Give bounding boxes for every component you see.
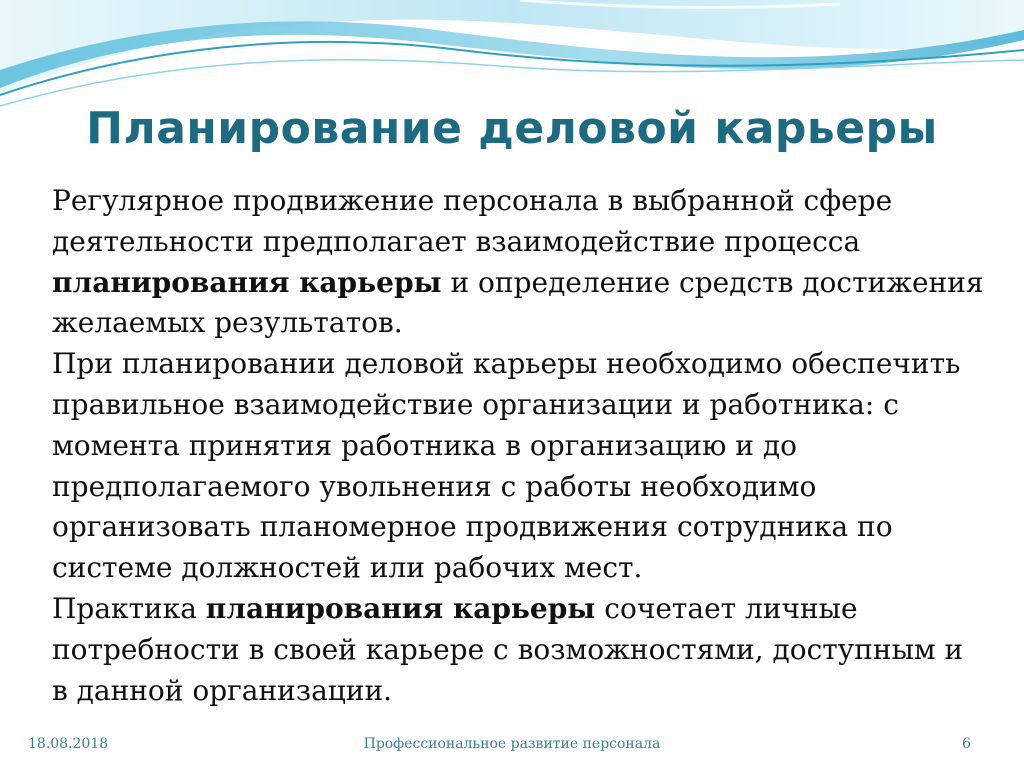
footer-date: 18.08.2018 (28, 736, 109, 752)
paragraph-1-text-start: Регулярное продвижение персонала в выбранной сфере деятельности предполагает взаимодействие процесса (52, 184, 893, 258)
footer-page-number: 6 (962, 736, 971, 752)
paragraph-3-text-end: сочетает личные потребности в своей карьере с возможностями, доступным и в данной организации. (52, 591, 964, 707)
paragraph-2: При планировании деловой карьеры необходимо обеспечить правильное взаимодействие организации и работника: с момента принятия работника в организацию и до предполагаемого увольнения с работы необходимо организовать планомерное продвижения сотрудника по системе должностей или рабочих мест. (52, 347, 961, 585)
paragraph-1-text-end: и определение средств достижения желаемых результатов. (52, 265, 984, 340)
paragraph-3-emphasis: планирования карьеры (205, 591, 596, 625)
paragraph-1-emphasis: планирования карьеры (52, 265, 442, 299)
paragraph-1 (52, 181, 987, 344)
slide-title: Планирование деловой карьеры (86, 103, 938, 154)
paragraph-3-text-start: Практика (52, 591, 206, 625)
slide-body (52, 181, 987, 711)
header-wave-decoration (0, 0, 1024, 120)
footer-caption: Профессиональное развитие персонала (363, 736, 661, 752)
paragraph-3 (52, 589, 987, 711)
